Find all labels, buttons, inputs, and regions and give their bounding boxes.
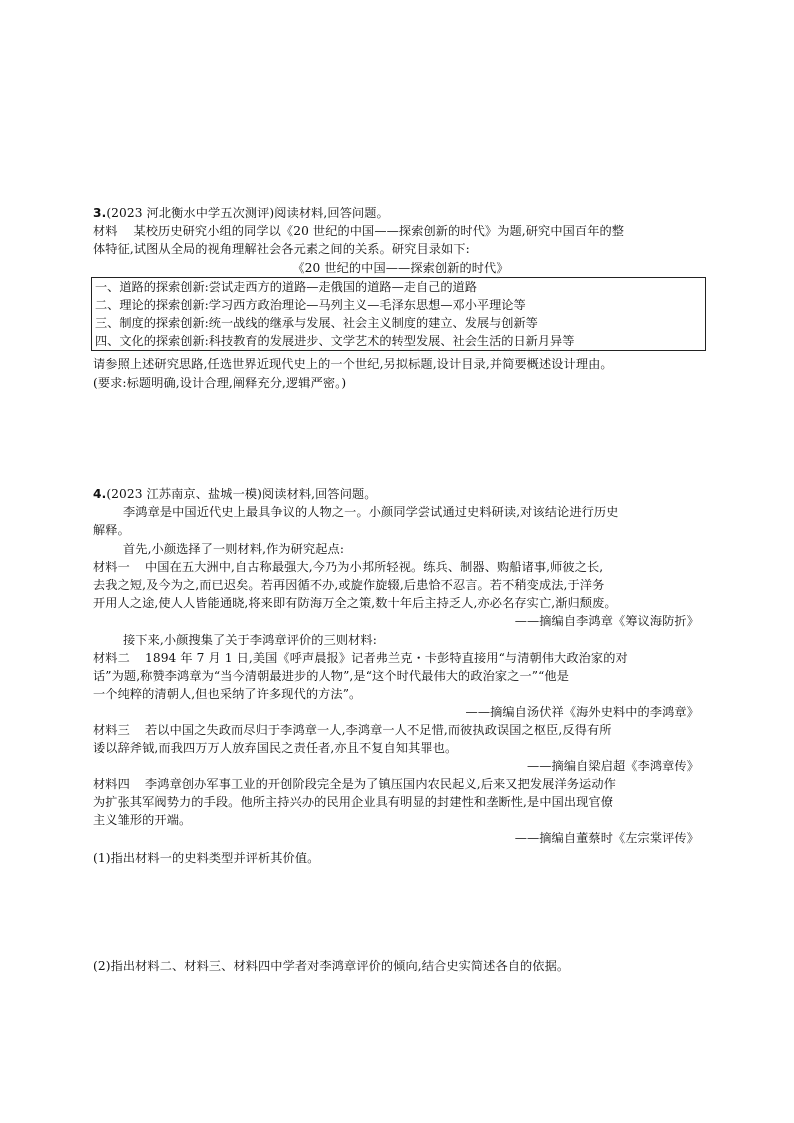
q3-header [93, 204, 708, 222]
q4-m2-line-3: 一个纯粹的清朝人,但也采纳了许多现代的方法”。 [93, 687, 362, 701]
q4-m2-text-1: 1894 年 7 月 1 日,美国《呼声晨报》记者弗兰克・卡彭特直接用“与清朝伟大政治家的对 [145, 651, 628, 665]
q3-material-line-1 [93, 222, 708, 240]
q4-m3-line-2: 诿以辞斧钺,而我四万万人放弃国民之责任者,亦且不复自知其罪也。 [93, 741, 458, 755]
q4-header [93, 485, 708, 503]
q3-catalog-row-4: 四、文化的探索创新:科技教育的发展进步、文学艺术的转型发展、社会生活的日新月异等 [95, 334, 575, 348]
q4-m4-line-2: 为扩张其军阀势力的手段。他所主持兴办的民用企业具有明显的封建性和垄断性,是中国出现官僚 [93, 795, 614, 809]
q3-material-label: 材料 [93, 224, 118, 238]
q4-m1-line-3: 开用人之途,使人人皆能通晓,将来即有防海万全之策,数十年后主持乏人,亦必名存实亡,渐归颓废。 [93, 596, 617, 610]
q4-m3-label: 材料三 [93, 723, 130, 737]
q4-source: (2023 江苏南京、盐城一模)阅读材料,回答问题。 [106, 487, 377, 501]
q4-m3-text-1: 若以中国之失政而尽归于李鸿章一人,李鸿章一人不足惜,而彼执政误国之枢臣,反得有所 [145, 723, 612, 737]
q4-m2-label: 材料二 [93, 651, 130, 665]
q3-catalog-box [91, 277, 706, 351]
q4-intro-line-1: 李鸿章是中国近代史上最具争议的人物之一。小颜同学尝试通过史料研读,对该结论进行历史 [123, 505, 619, 519]
q4-intro-line-2: 解释。 [93, 523, 130, 537]
q3-question-line-2: (要求:标题明确,设计合理,阐释充分,逻辑严密。) [93, 376, 347, 390]
q3-number: 3. [93, 206, 107, 220]
q4-subquestion-1: (1)指出材料一的史料类型并评析其价值。 [93, 851, 320, 865]
q4-number: 4. [93, 487, 107, 501]
q3-catalog-row-3: 三、制度的探索创新:统一战线的继承与发展、社会主义制度的建立、发展与创新等 [95, 316, 538, 330]
q4-m4-line-1 [93, 775, 708, 793]
q3-source: (2023 河北衡水中学五次测评)阅读材料,回答问题。 [106, 206, 389, 220]
q4-m4-source: ——摘编自董蔡时《左宗棠评传》 [514, 831, 699, 845]
q4-m4-line-3: 主义雏形的开端。 [93, 813, 192, 827]
q4-m1-text-1: 中国在五大洲中,自古称最强大,今乃为小邦所轻视。练兵、制器、购船诸事,师彼之长, [145, 560, 604, 574]
q4-m4-text-1: 李鸿章创办军事工业的开创阶段完全是为了镇压国内农民起义,后来又把发展洋务运动作 [145, 777, 616, 791]
q3-catalog-row-1: 一、道路的探索创新:尝试走西方的道路—走俄国的道路—走自己的道路 [95, 280, 477, 294]
q4-m2-line-2: 话”为题,称赞李鸿章为“当今清朝最进步的人物”,是“这个时代最伟大的政治家之一”“他是 [93, 669, 569, 683]
q4-m2-source: ——摘编自汤伏祥《海外史料中的李鸿章》 [465, 705, 699, 719]
q3-material-line-2: 体特征,试图从全局的视角理解社会各元素之间的关系。研究目录如下: [93, 242, 470, 256]
q4-m3-line-1 [93, 721, 708, 739]
q3-table-title: 《20 世纪的中国——探索创新的时代》 [292, 261, 509, 275]
q4-m1-line-2: 去我之短,及今为之,而已迟矣。若再因循不办,或旋作旋辍,后患恰不忍言。若不稍变成法,于洋务 [93, 578, 605, 592]
q4-m1-label: 材料一 [93, 560, 130, 574]
q3-question-line-1: 请参照上述研究思路,任选世界近现代史上的一个世纪,另拟标题,设计目录,并简要概述设计理由。 [93, 357, 613, 371]
q4-next-step: 接下来,小颜搜集了关于李鸿章评价的三则材料: [123, 633, 377, 647]
q3-material-text-1: 某校历史研究小组的同学以《20 世纪的中国——探索创新的时代》为题,研究中国百年的整 [133, 224, 625, 238]
q4-m3-source: ——摘编自梁启超《李鸿章传》 [526, 759, 699, 773]
q4-m1-line-1 [93, 558, 708, 576]
q4-m2-line-1 [93, 649, 708, 667]
q3-catalog-row-2: 二、理论的探索创新:学习西方政治理论—马列主义—毛泽东思想—邓小平理论等 [95, 298, 526, 312]
q4-subquestion-2: (2)指出材料二、材料三、材料四中学者对李鸿章评价的倾向,结合史实简述各自的依据。 [93, 959, 570, 973]
q4-m4-label: 材料四 [93, 777, 130, 791]
q4-first-step: 首先,小颜选择了一则材料,作为研究起点: [123, 542, 345, 556]
q4-m1-source: ——摘编自李鸿章《筹议海防折》 [514, 614, 699, 628]
